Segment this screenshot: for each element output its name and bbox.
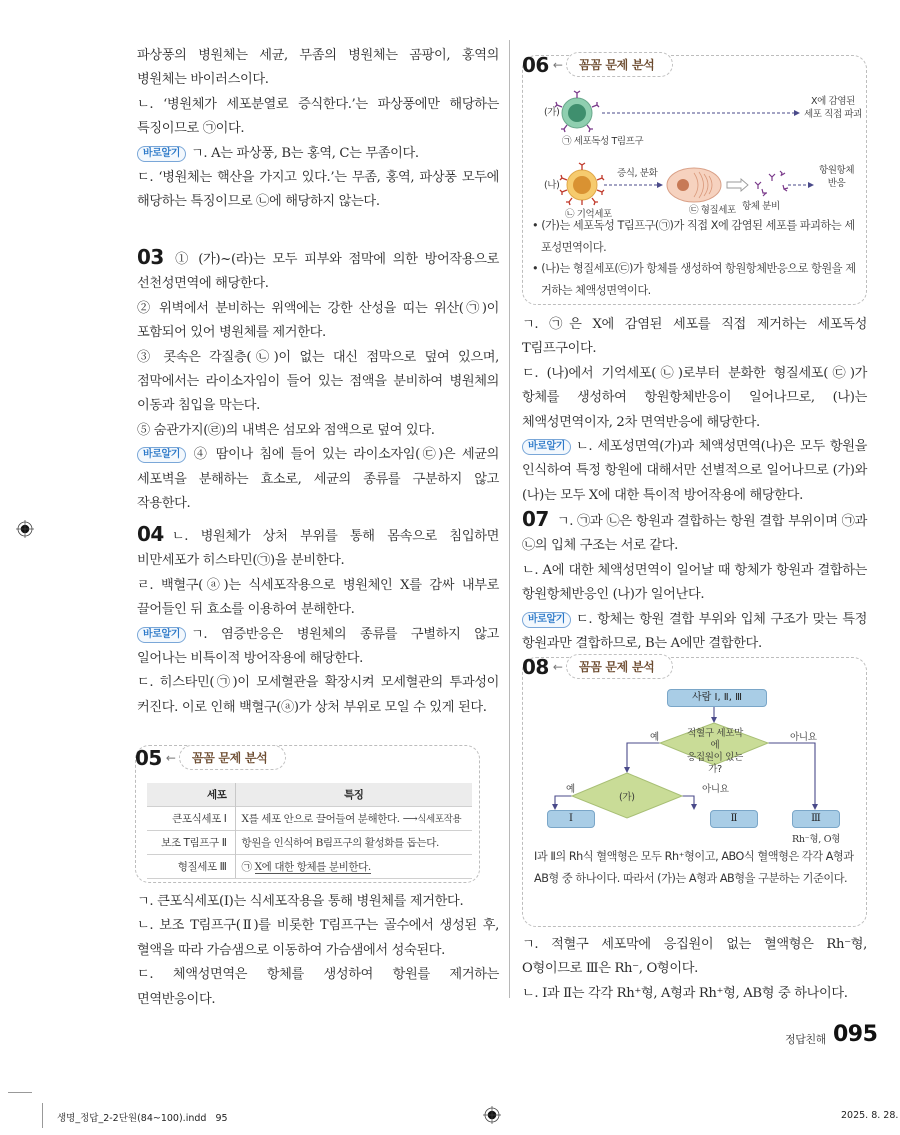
result-box-2: Ⅱ bbox=[710, 810, 758, 828]
q05-p1: ㄱ. 큰포식세포(Ⅰ)는 식세포작용을 통해 병원체를 제거한다. bbox=[137, 894, 464, 909]
q08-note: Ⅰ과 Ⅱ의 Rh식 혈액형은 모두 Rh⁺형이고, ABO식 혈액형은 각각 A형과 AB형 중 하나이다. 따라서 (가)는 A형과 AB형을 구분하는 기준이다. bbox=[534, 850, 854, 885]
flow-question-label: 적혈구 세포막에 응집원이 있는가? bbox=[687, 728, 743, 775]
baro-badge: 바로알기 bbox=[137, 627, 186, 643]
q06-p2: ㄷ. (나)에서 기억세포(㉡)로부터 분화한 형질세포(㉢)가 항체를 생성하여 항원항체반응이 일어나므로, (나)는 체액성면역이자, 2차 면역반응에 해당한다. bbox=[522, 365, 867, 430]
leader-icon: ← bbox=[552, 659, 563, 674]
antibody-secretion-label: 항체 분비 bbox=[742, 201, 780, 212]
q03-p2: ② 위벽에서 분비하는 위액에는 강한 산성을 띠는 위산(㉠)이 포함되어 있어 병원체를 제거한다. bbox=[137, 300, 499, 341]
q05-header bbox=[135, 745, 286, 770]
flow-start-box: 사람 Ⅰ, Ⅱ, Ⅲ bbox=[667, 689, 767, 707]
crop-mark bbox=[42, 1103, 43, 1128]
question-number: 08 bbox=[522, 654, 549, 679]
registration-mark-icon bbox=[16, 520, 34, 538]
q08-p2: ㄴ. Ⅰ과 Ⅱ는 각각 Rh⁺형, A형과 Rh⁺형, AB형 중 하나이다. bbox=[522, 985, 848, 1001]
plasma-cell-icon bbox=[667, 168, 721, 202]
cytotoxic-t-cell-label: ㉠ 세포독성 T림프구 bbox=[562, 136, 644, 147]
table-row: 큰포식세포 Ⅰ X를 세포 안으로 끌어들여 분해한다. ⟶식세포작용 bbox=[147, 806, 472, 830]
q05-p2: ㄴ. 보조 T림프구(Ⅱ)를 비롯한 T림프구는 골수에서 생성된 후, 혈액을 따라 가슴샘으로 이동하여 가슴샘에서 성숙된다. bbox=[137, 918, 499, 958]
q07-baro: 바로알기 ㄷ. 항체는 항원 결합 부위와 입체 구조가 맞는 특정 항원과만 결합하므로, B는 A에만 결합한다. bbox=[522, 611, 867, 652]
result-na: 항원항체 반응 bbox=[819, 165, 855, 189]
no-label: 아니요 bbox=[790, 732, 817, 743]
column-divider bbox=[509, 40, 510, 998]
q03-baro: 바로알기 ④ 땀이나 침에 들어 있는 라이소자임(㉢)은 세균의 세포벽을 분해하는 효소로, 세균의 종류를 구분하지 않고 작용한다. bbox=[137, 447, 499, 512]
question-number: 05 bbox=[135, 745, 162, 770]
q03-p4: ⑤ 숨관가지(㉣)의 내벽은 섬모와 점액으로 덮여 있다. bbox=[137, 422, 435, 438]
question-03: 03 ① (가)~(라)는 모두 피부와 점막에 의한 방어작용으로 선천성면역에 해당한다. ② 위벽에서 분비하는 위액에는 강한 산성을 띠는 위산(㉠)이 포함되어 있어 병원체를 제거한다. ③ 콧속은 각질층(㉡)이 없는 대신 점막으로 덮여 있으며, 점막에서는 라이소자임이 들어 있는 점액을 분비하여 병원체의 이동과 침입을 막는다. ⑤ 숨관가지(㉣)의 내벽은 섬모와 점액으로 덮여 있다. 바로알기 ④ 땀이나 침에 들어 있는 라이소자임(㉢)은 세균의 세포벽을 분해하는 효소로, 세균의 종류를 구분하지 않고 작용한다. bbox=[137, 245, 499, 516]
memory-cell-label: ㉡ 기억세포 bbox=[565, 209, 612, 220]
section-label: 정답친해 bbox=[785, 1033, 826, 1046]
q07-p2: ㄴ. A에 대한 체액성면역이 일어날 때 항체가 항원과 결합하는 항원항체반응인 (나)가 일어난다. bbox=[522, 562, 867, 603]
q05-p3: ㄷ. 체액성면역은 항체를 생성하여 항원를 제거하는 면역반응이다. bbox=[137, 967, 499, 1007]
proliferation-label: 증식, 분화 bbox=[617, 168, 658, 179]
intro-text: 파상풍의 병원체는 세균, 무좀의 병원체는 곰팡이, 홍역의 병원체는 바이러스이다. bbox=[137, 48, 499, 88]
analysis-tag: 꼼꼼 문제 분석 bbox=[179, 745, 287, 770]
analysis-tag: 꼼꼼 문제 분석 bbox=[566, 52, 674, 77]
q06-baro: 바로알기 ㄴ. 세포성면역(가)과 체액성면역(나)은 모두 항원을 인식하여 특정 항원에 대해서만 선별적으로 일어나므로 (가)와 (나)는 모두 X에 대한 특이적 방어작용에 해당한다. bbox=[522, 439, 867, 503]
note-item: • (가)는 세포독성 T림프구(㉠)가 직접 X에 감염된 세포를 파괴하는 세포성면역이다. bbox=[532, 219, 855, 254]
baro-badge: 바로알기 bbox=[137, 146, 186, 162]
intro-section bbox=[137, 44, 499, 215]
baro-badge: 바로알기 bbox=[522, 439, 571, 455]
question-04: 04 ㄴ. 병원체가 상처 부위를 통해 몸속으로 침입하면 비만세포가 히스타민(㉠)을 분비한다. ㄹ. 백혈구(ⓐ)는 식세포작용으로 병원체인 X를 감싸 내부로 끌어들인 뒤 효소를 이용하여 분해한다. 바로알기 ㄱ. 염증반응은 병원체의 종류를 구별하지 않고 일어나는 비특이적 방어작용에 해당한다. ㄷ. 히스타민(㉠)이 모세혈관을 확장시켜 모세혈관의 투과성이 커진다. 이로 인해 백혈구(ⓐ)가 상처 부위로 모일 수 있게 된다. bbox=[137, 522, 499, 720]
crop-mark bbox=[8, 1092, 32, 1093]
q03-p3: ③ 콧속은 각질층(㉡)이 없는 대신 점막으로 덮여 있으며, 점막에서는 라이소자임이 들어 있는 점액을 분비하여 병원체의 이동과 침입을 막는다. bbox=[137, 349, 499, 414]
no-label: 아니요 bbox=[702, 784, 729, 795]
registration-mark-icon bbox=[483, 1106, 501, 1124]
table-row: 형질세포 Ⅲ ㉠ X에 대한 항체를 분비한다. bbox=[147, 854, 472, 878]
baro-badge: 바로알기 bbox=[522, 612, 571, 628]
q06-explanation bbox=[522, 313, 867, 508]
yes-label: 예 bbox=[650, 732, 659, 743]
row-ga-label: (가) bbox=[544, 107, 560, 118]
table-header: 특징 bbox=[235, 783, 472, 806]
q08-p1: ㄱ. 적혈구 세포막에 응집원이 없는 혈액형은 Rh⁻형, O형이므로 Ⅲ은 Rh⁻, O형이다. bbox=[522, 937, 867, 977]
q06-p1: ㄱ. ㉠은 X에 감염된 세포를 직접 제거하는 세포독성 T림프구이다. bbox=[522, 317, 867, 357]
q06-header bbox=[522, 52, 673, 77]
note-item: • (나)는 형질세포(㉢)가 항체를 생성하여 항원항체반응으로 항원을 제거하는 체액성면역이다. bbox=[532, 262, 856, 297]
q04-baro: 바로알기 ㄱ. 염증반응은 병원체의 종류를 구별하지 않고 일어나는 비특이적 방어작용에 해당한다. bbox=[137, 626, 499, 667]
cytotoxic-t-cell-icon bbox=[555, 91, 599, 132]
table-header: 세포 bbox=[147, 783, 235, 806]
q05-explanation bbox=[137, 890, 499, 1012]
analysis-tag: 꼼꼼 문제 분석 bbox=[566, 654, 674, 679]
memory-cell-icon bbox=[560, 163, 604, 205]
table-row: 보조 T림프구 Ⅱ 항원을 인식하여 B림프구의 활성화를 돕는다. bbox=[147, 830, 472, 854]
q08-header bbox=[522, 654, 673, 679]
intro-item-n: ㄴ. ‘병원체가 세포분열로 증식한다.’는 파상풍에만 해당하는 특징이므로 ㉠이다. bbox=[137, 96, 499, 137]
row-na-label: (나) bbox=[544, 180, 560, 191]
q08-explanation bbox=[522, 933, 867, 1006]
question-number: 03 bbox=[137, 245, 164, 269]
leader-icon: ← bbox=[165, 750, 176, 765]
baro-badge: 바로알기 bbox=[137, 447, 186, 463]
page-number: 095 bbox=[833, 1022, 878, 1047]
question-number: 04 bbox=[137, 522, 164, 546]
result-box-1: Ⅰ bbox=[547, 810, 595, 828]
q06-notes bbox=[532, 215, 857, 301]
q04-p4: ㄷ. 히스타민(㉠)이 모세혈관을 확장시켜 모세혈관의 투과성이 커진다. 이로 인해 백혈구(ⓐ)가 상처 부위로 모일 수 있게 된다. bbox=[137, 675, 499, 715]
yes-label: 예 bbox=[566, 784, 575, 795]
result-ga: X에 감염된 세포 직접 파괴 bbox=[804, 96, 862, 120]
print-date: 2025. 8. 28. bbox=[841, 1110, 899, 1121]
intro-item-d: ㄷ. ‘병원체는 핵산을 가지고 있다.’는 무좀, 홍역, 파상풍 모두에 해당하는 특징이므로 ㉡에 해당하지 않는다. bbox=[137, 170, 499, 210]
file-info: 생명_정답_2-2단원(84~100).indd 95 bbox=[57, 1113, 228, 1124]
plasma-cell-label: ㉢ 형질세포 bbox=[689, 205, 736, 216]
question-number: 07 bbox=[522, 507, 549, 531]
antibody-icon bbox=[755, 171, 788, 196]
question-07: 07 ㄱ. ㉠과 ㉡은 항원과 결합하는 항원 결합 부위이며 ㉠과 ㉡의 입체 구조는 서로 같다. ㄴ. A에 대한 체액성면역이 일어날 때 항체가 항원과 결합하는 항원항체반응인 (나)가 일어난다. 바로알기 ㄷ. 항체는 항원 결합 부위와 입체 구조가 맞는 특정 항원과만 결합하므로, B는 A에만 결합한다. bbox=[522, 507, 867, 656]
q04-p2: ㄹ. 백혈구(ⓐ)는 식세포작용으로 병원체인 X를 감싸 내부로 끌어들인 뒤 효소를 이용하여 분해한다. bbox=[137, 577, 499, 618]
intro-baro: 바로알기 ㄱ. A는 파상풍, B는 홍역, C는 무좀이다. bbox=[137, 142, 499, 166]
leader-icon: ← bbox=[552, 57, 563, 72]
question-number: 06 bbox=[522, 52, 549, 77]
result-3-note: Rh⁻형, O형 bbox=[792, 834, 841, 845]
cell-feature-table bbox=[147, 783, 472, 879]
flow-criterion-label: (가) bbox=[619, 792, 635, 803]
result-box-3: Ⅲ bbox=[792, 810, 840, 828]
